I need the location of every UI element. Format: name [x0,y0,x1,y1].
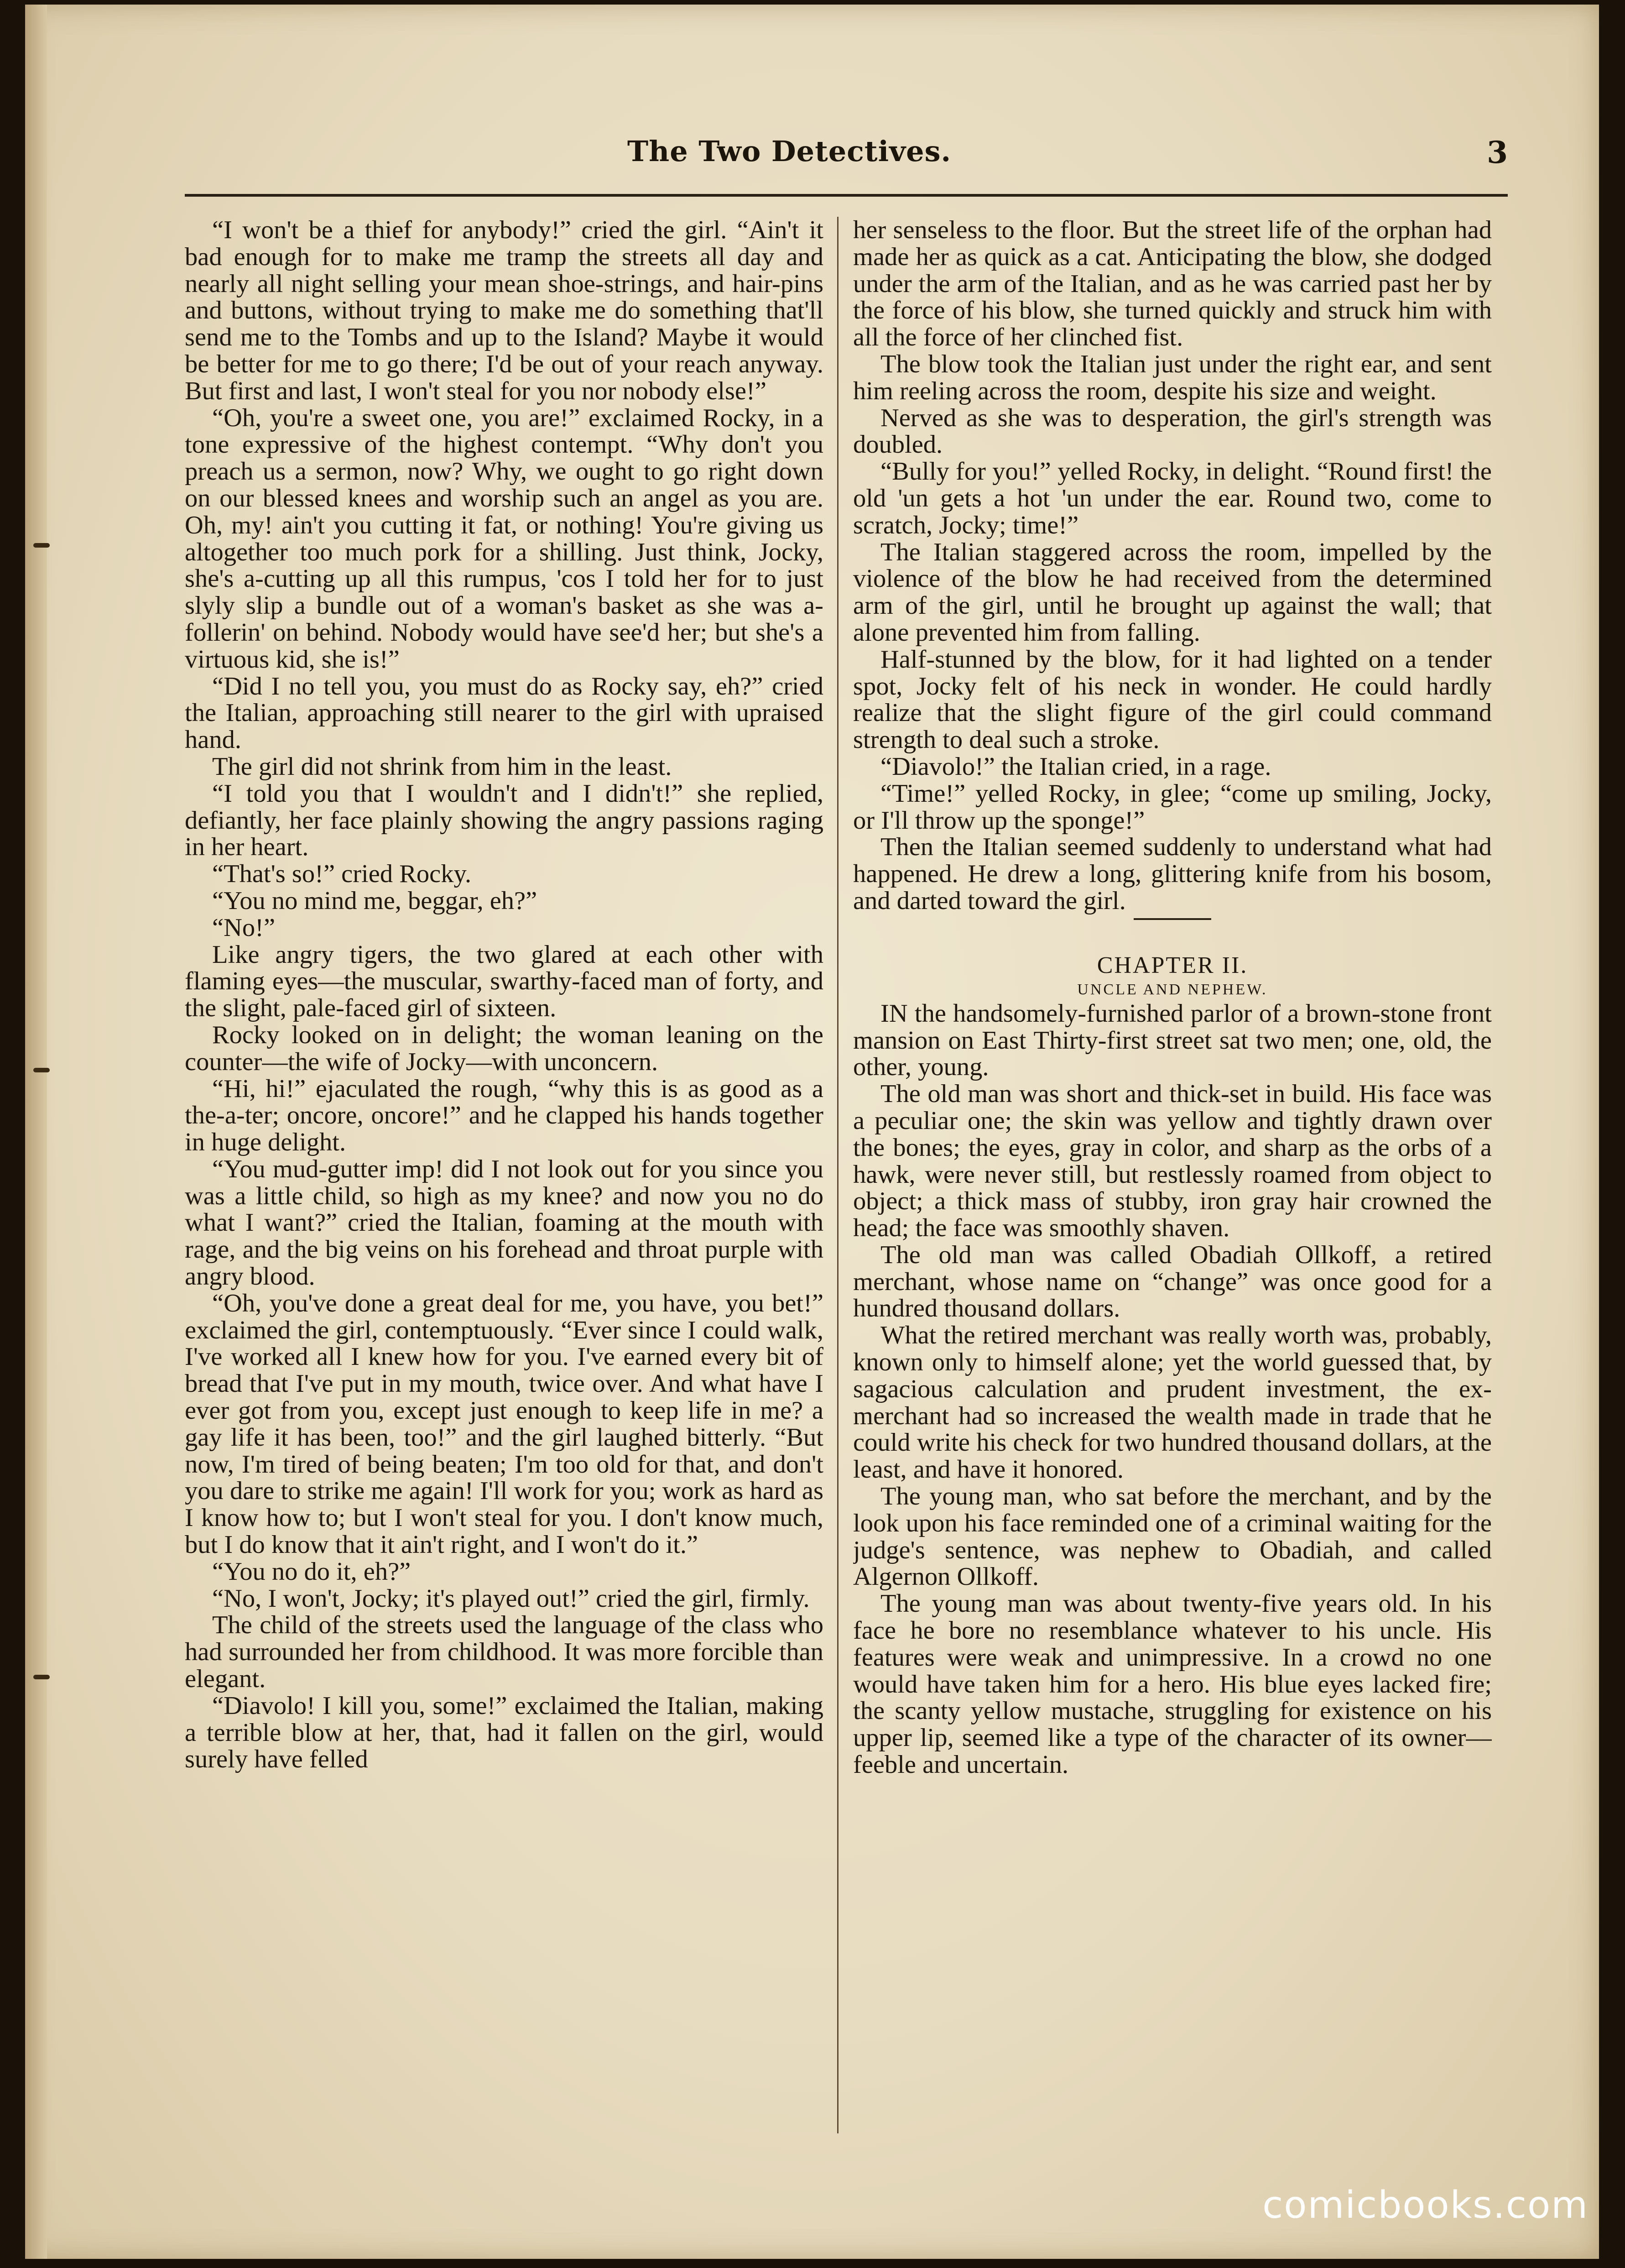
paragraph: “That's so!” cried Rocky. [212,860,472,888]
chapter-subheading: UNCLE AND NEPHEW. [1077,981,1268,998]
paragraph: “Diavolo!” the Italian cried, in a rage. [880,752,1271,781]
binding-stitch [33,1675,50,1679]
paragraph: “You no mind me, beggar, eh?” [212,886,537,915]
header-rule [185,194,1508,197]
paragraph: “Diavolo! I kill you, some!” exclaimed the Italian, making a terrible blow at her, that, had it fallen on the girl, would surely have felled [185,1691,823,1774]
paragraph: her senseless to the floor. But the street life of the orphan had made her as quick as a cat. Anticipating the blow, she dodged under the arm of the Italian, and as he was carried past her by the force of his blow, she turned quickly and struck him with all the force of her clinched fist. [853,217,1492,352]
paragraph: “Oh, you've done a great deal for me, you have, you bet!” exclaimed the girl, contemptuously. “Ever since I could walk, I've worked all I knew how for you. I've earned every bit of bread that I've put in my mouth, twice over. And what have I ever got from you, except just enough to keep life in me? a gay life it has been, too!” and the girl laughed bitterly. “But now, I'm tired of being beaten; I'm too old for that, and don't you dare to strike me again! I'll work for you; work as hard as I know how to; but I won't steal for you. I don't know much, but I do know that it ain't right, and I won't do it.” [185,1289,823,1559]
page-header [157,135,1508,189]
paragraph: “I told you that I wouldn't and I didn't!” she replied, defiantly, her face plainly showing the angry passions raging in her heart. [185,779,823,862]
paragraph: The young man was about twenty-five years old. In his face he bore no resemblance whatever to his uncle. His features were weak and unimpressive. In a crowd no one would have taken him for a hero. His blue eyes lacked fire; the scanty yellow mustache, struggling for existence on his upper lip, seemed like a type of the character of its owner—feeble and uncertain. [853,1589,1492,1779]
paragraph: The Italian staggered across the room, impelled by the violence of the blow he had received from the determined arm of the girl, until he brought up against the wall; that alone prevented him from falling. [853,538,1492,647]
paragraph: IN the handsomely-furnished parlor of a brown-stone front mansion on East Thirty-first street sat two men; one, old, the other, young. [853,999,1492,1082]
page-number: 3 [1487,135,1508,170]
paragraph: “No, I won't, Jocky; it's played out!” cried the girl, firmly. [212,1584,810,1613]
book-page [25,5,1599,2259]
paragraph: “Did I no tell you, you must do as Rocky say, eh?” cried the Italian, approaching still nearer to the girl with upraised hand. [185,672,823,754]
paragraph: “I won't be a thief for anybody!” cried the girl. “Ain't it bad enough for to make me tramp the streets all day and nearly all night selling your mean shoe-strings, and hair-pins and buttons, without trying to make me do something that'll send me to the Tombs and up to the Island? Maybe it would be better for me to go there; I'd be out of your reach anyway. But first and last, I won't steal for you nor nobody else!” [185,217,823,405]
paragraph: Then the Italian seemed suddenly to understand what had happened. He drew a long, glittering knife from his bosom, and darted toward the girl. [853,833,1492,915]
paragraph: The blow took the Italian just under the right ear, and sent him reeling across the room, despite his size and weight. [853,350,1492,405]
binding-stitch [33,1068,50,1072]
paragraph: “You no do it, eh?” [212,1557,411,1586]
paragraph: “You mud-gutter imp! did I not look out for you since you was a little child, so high as my knee? and now you no do what I want?” cried the Italian, foaming at the mouth with rage, and the big veins on his forehead and throat purple with angry blood. [185,1155,823,1291]
paragraph: The girl did not shrink from him in the least. [212,752,672,781]
right-column [853,217,1492,2152]
paragraph: “Oh, you're a sweet one, you are!” exclaimed Rocky, in a tone expressive of the highest contempt. “Why don't you preach us a sermon, now? Why, we ought to go right down on our blessed knees and worship such an angel as you are. Oh, my! ain't you cutting it fat, or nothing! You're giving us altogether too much pork for a shilling. Just think, Jocky, she's a-cutting up all this rumpus, 'cos I told her for to just slyly slip a bundle out of a woman's basket as she was a-follerin' on behind. Nobody would have see'd her; but she's a virtuous kid, she is!” [185,403,823,674]
paragraph: What the retired merchant was really worth was, probably, known only to himself alone; yet the world guessed that, by sagacious calculation and prudent investment, the ex-merchant had so increased the wealth made in trade that he could write his check for two hundred thousand dollars, at the least, and have it honored. [853,1321,1492,1484]
watermark: comicbooks.com [1262,2184,1589,2227]
paragraph: Like angry tigers, the two glared at each other with flaming eyes—the muscular, swarthy-faced man of forty, and the slight, pale-faced girl of sixteen. [185,940,823,1023]
paragraph: Half-stunned by the blow, for it had lighted on a tender spot, Jocky felt of his neck in wonder. He could hardly realize that the slight figure of the girl could command strength to deal such a stroke. [853,645,1492,754]
running-title: The Two Detectives. [627,135,952,168]
paragraph: The child of the streets used the language of the class who had surrounded her from childhood. It was more forcible than elegant. [185,1611,823,1693]
paragraph: “Time!” yelled Rocky, in glee; “come up smiling, Jocky, or I'll throw up the sponge!” [853,779,1492,835]
paragraph: The old man was short and thick-set in build. His face was a peculiar one; the skin was yellow and tightly drawn over the bones; the eyes, gray in color, and sharp as the orbs of a hawk, were never still, but restlessly roamed from object to object; a thick mass of stubby, iron gray hair crowned the head; the face was smoothly shaven. [853,1080,1492,1243]
binding-edge [25,5,47,2259]
left-column [185,217,823,2152]
paragraph: Rocky looked on in delight; the woman leaning on the counter—the wife of Jocky—with unconcern. [185,1020,823,1076]
paragraph: The old man was called Obadiah Ollkoff, a retired merchant, whose name on “change” was once good for a hundred thousand dollars. [853,1240,1492,1323]
paragraph: “No!” [212,913,276,942]
chapter-heading: CHAPTER II. [1097,952,1248,978]
paragraph: “Hi, hi!” ejaculated the rough, “why this is as good as a the-a-ter; oncore, oncore!” and he clapped his hands together in huge delight. [185,1074,823,1157]
binding-stitch [33,543,50,548]
section-rule [1134,918,1211,920]
paragraph: “Bully for you!” yelled Rocky, in delight. “Round first! the old 'un gets a hot 'un under the ear. Round two, come to scratch, Jocky; time!” [853,457,1492,539]
paragraph: Nerved as she was to desperation, the girl's strength was doubled. [853,403,1492,459]
paragraph: The young man, who sat before the merchant, and by the look upon his face reminded one of a criminal waiting for the judge's sentence, was nephew to Obadiah, and called Algernon Ollkoff. [853,1482,1492,1591]
column-divider [837,217,839,2133]
